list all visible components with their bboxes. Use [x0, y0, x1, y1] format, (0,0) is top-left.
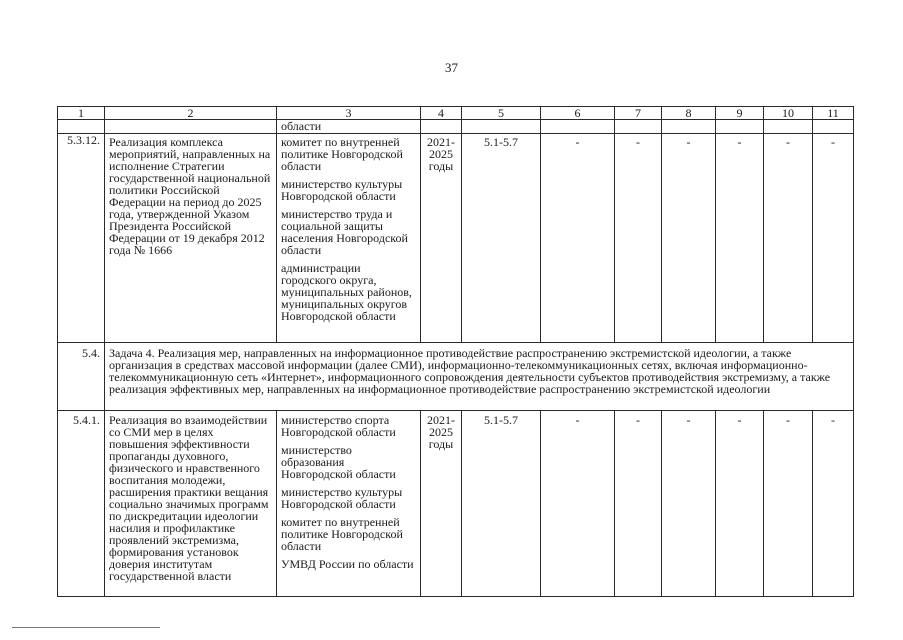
responsible-item: комитет по внутренней политике Новгородской области [281, 135, 403, 173]
column-header: 1 [58, 107, 105, 120]
responsible-item: УМВД России по области [281, 557, 414, 571]
task-text: Задача 4. Реализация мер, направленных на информационное противодействие распространению экстремистской идеологии, а также организация в средствах массовой информации (далее СМИ), информационно-телекоммуникационных сетях, включая информационно-телекоммуникационную сеть «Интернет», информационного сопровождения деятельности субъектов противодействия экстремизму, а также реализация эффективных мер, направленных на информационное противодействие распространению экстремистской идеологии [105, 343, 854, 411]
responsible-cell [277, 411, 421, 597]
value-col10: - [764, 411, 813, 597]
column-header: 5 [462, 107, 541, 120]
value-col11: - [813, 134, 854, 343]
value-col6: - [541, 134, 615, 343]
activity-text: Реализация во взаимодействии со СМИ мер в целях повышения эффективности пропаганды духовного, физического и нравственного воспитания молодежи, расширения практики вещания социально значимых программ по дискредитации идеологии насилия и профилактике проявлений экстремизма, формирования установок доверия институтам государственной власти [105, 411, 277, 597]
value-col7: - [615, 134, 662, 343]
value-col8: - [662, 411, 716, 597]
task-row [58, 343, 854, 411]
page-number: 37 [445, 60, 458, 75]
column-header: 8 [662, 107, 716, 120]
column-header: 9 [716, 107, 764, 120]
activity-text: Реализация комплекса мероприятий, направленных на исполнение Стратегии государственной национальной политики Российской Федерации на период до 2025 года, утвержденной Указом Президента Российской Федерации от 19 декабря 2012 года № 1666 [105, 134, 277, 343]
responsible-item: комитет по внутренней политике Новгородской области [281, 515, 403, 553]
value-col9: - [716, 411, 764, 597]
period: 2021-2025 годы [421, 134, 462, 343]
continued-row [58, 120, 854, 134]
column-header: 10 [764, 107, 813, 120]
value-col9: - [716, 134, 764, 343]
column-number-row [58, 107, 854, 120]
row-number: 5.4.1. [58, 411, 105, 597]
responsible-item: министерство спорта Новгородской области [281, 413, 396, 439]
value-col7: - [615, 411, 662, 597]
responsible-item: министерство труда и социальной защиты населения Новгородской области [281, 207, 408, 257]
responsible-cell [277, 134, 421, 343]
plan-table [57, 106, 854, 597]
value-col6: - [541, 411, 615, 597]
responsible-item: администрации городского округа, муниципальных районов, муниципальных округов Новгородской области [281, 261, 412, 323]
task-number: 5.4. [58, 343, 105, 411]
responsible-item: министерство культуры Новгородской области [281, 177, 403, 203]
table-row [58, 134, 854, 343]
column-header: 3 [277, 107, 421, 120]
row-number: 5.3.12. [58, 134, 105, 343]
value-col11: - [813, 411, 854, 597]
column-header: 6 [541, 107, 615, 120]
responsible-item: министерство образования Новгородской области [281, 443, 396, 481]
value-col8: - [662, 134, 716, 343]
table-row [58, 411, 854, 597]
responsible-item: министерство культуры Новгородской области [281, 485, 403, 511]
column-header: 4 [421, 107, 462, 120]
column-header: 2 [105, 107, 277, 120]
period: 2021-2025 годы [421, 411, 462, 597]
footnote-separator [12, 627, 160, 628]
column-header: 11 [813, 107, 854, 120]
continued-responsible: области [277, 120, 421, 134]
value-col10: - [764, 134, 813, 343]
indicators: 5.1-5.7 [462, 134, 541, 343]
column-header: 7 [615, 107, 662, 120]
indicators: 5.1-5.7 [462, 411, 541, 597]
